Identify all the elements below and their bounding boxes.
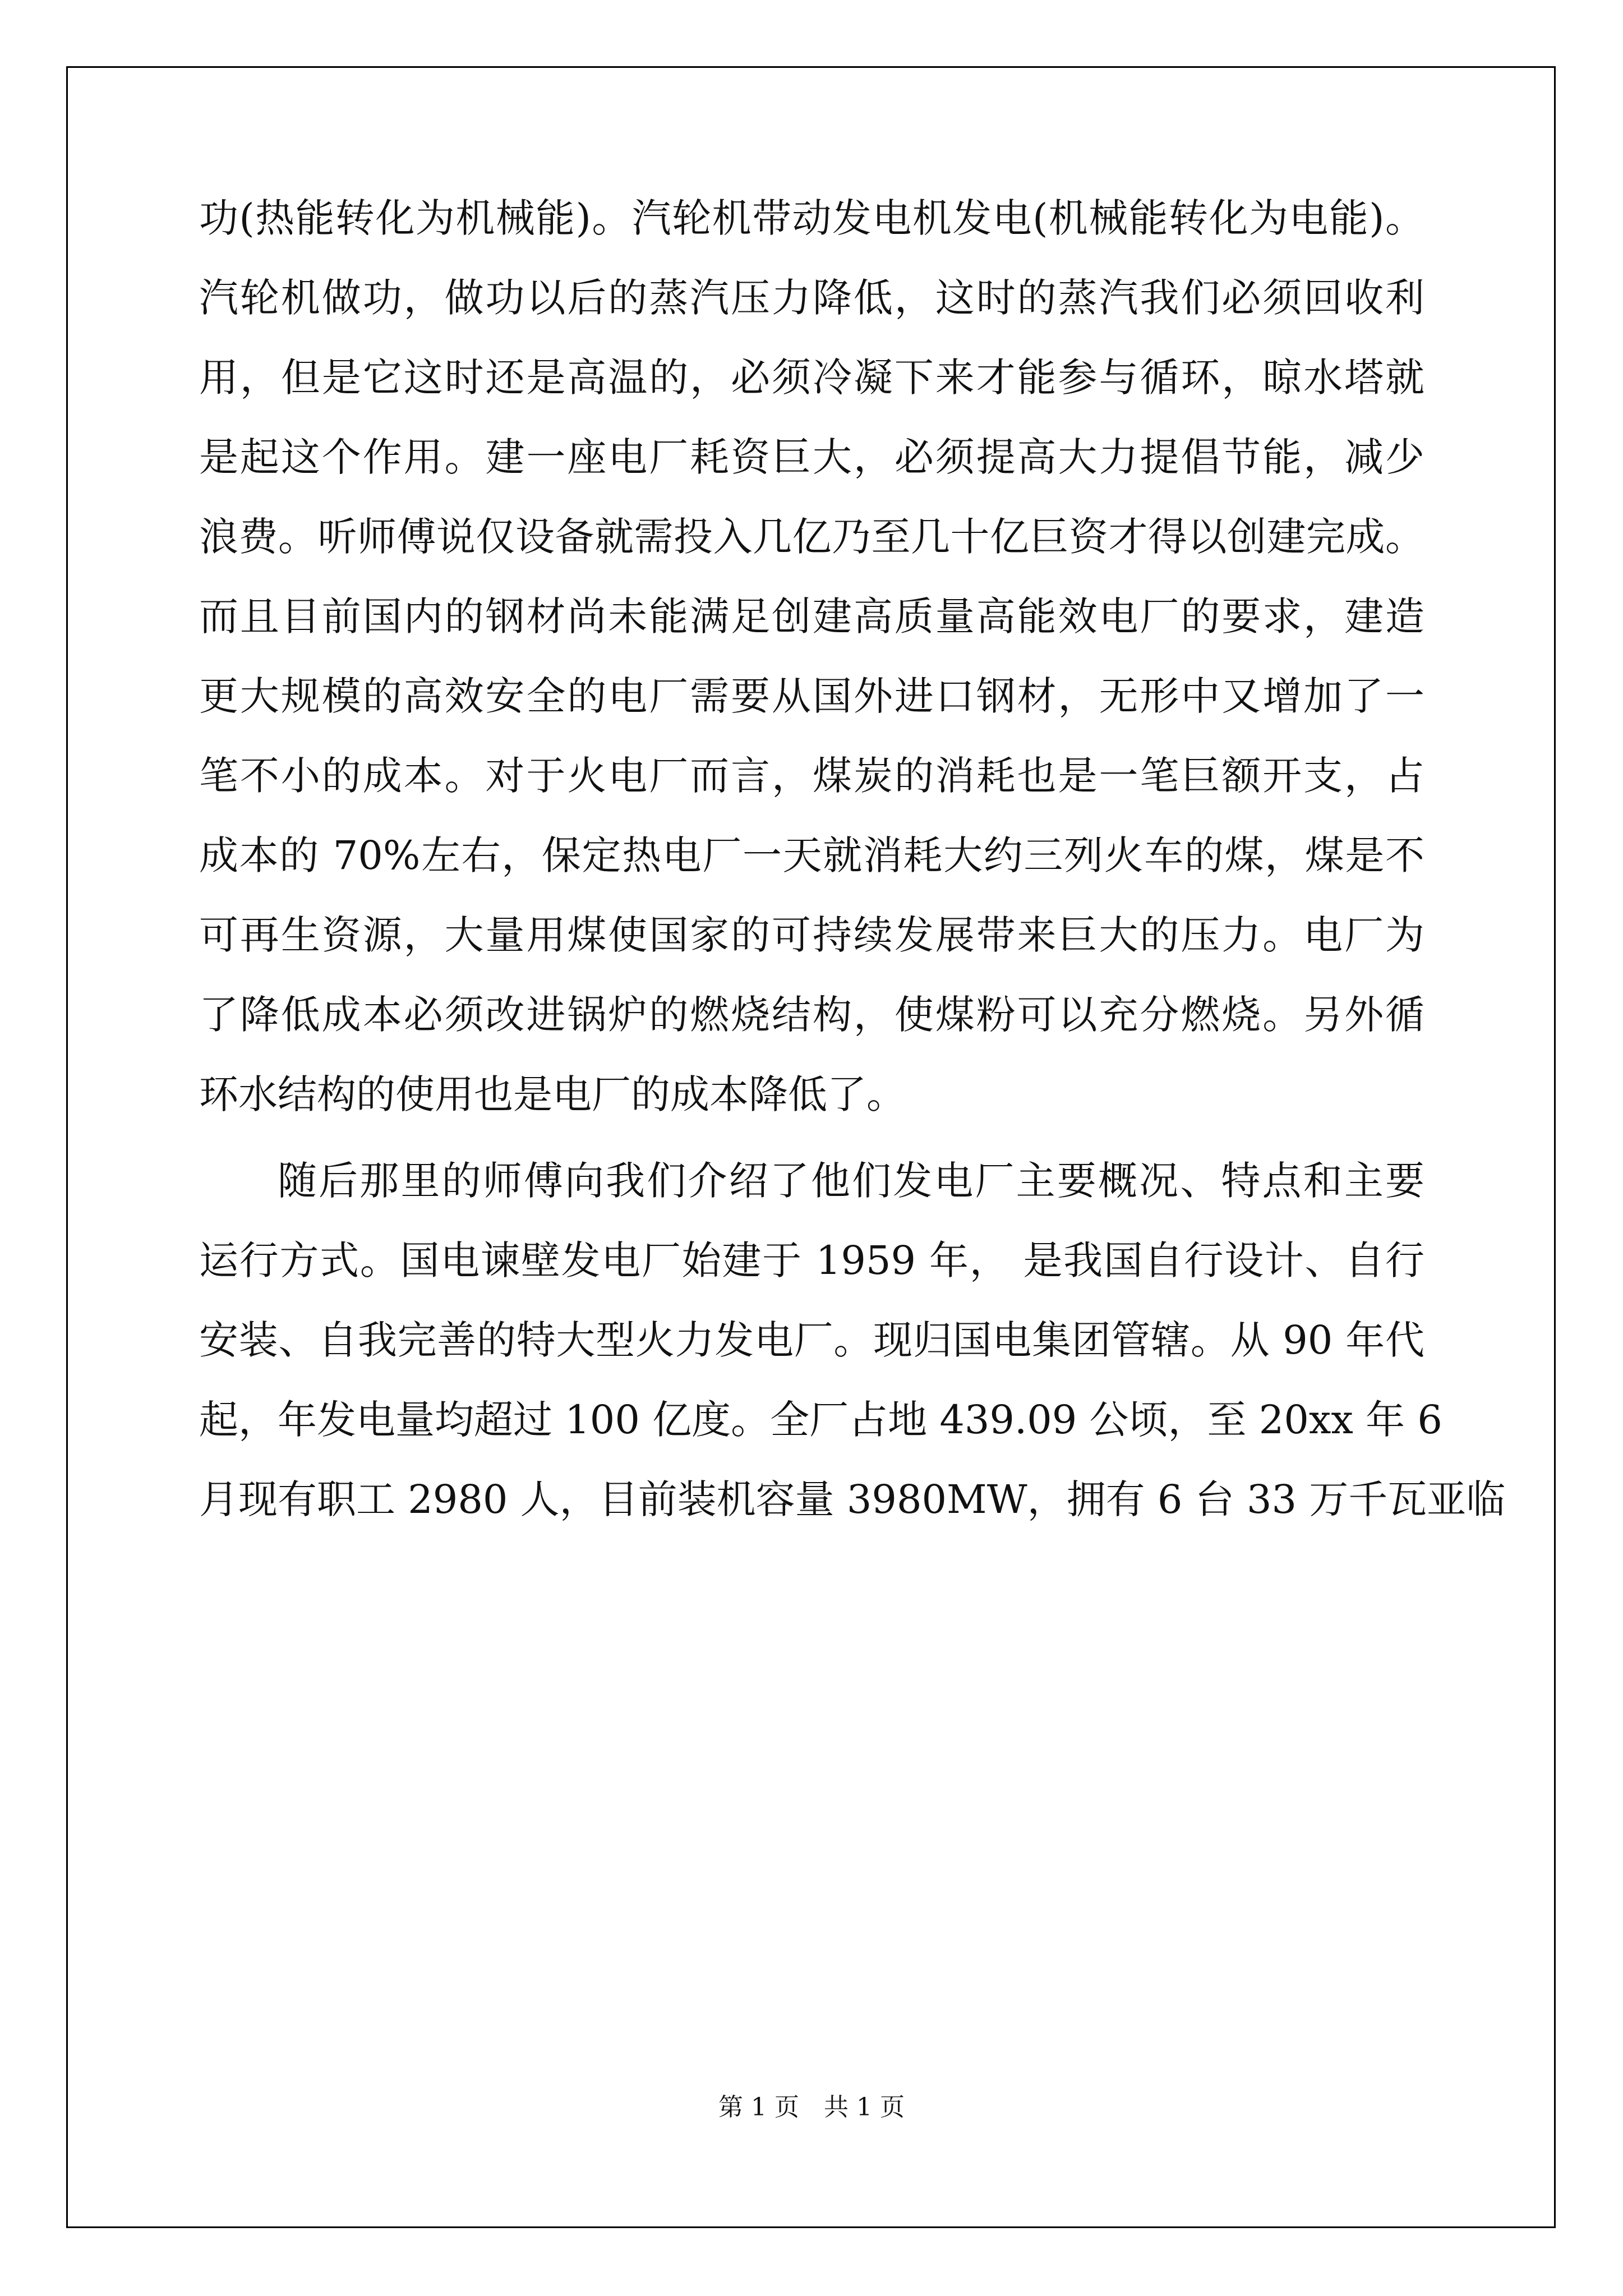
text-line: 了降低成本必须改进锅炉的燃烧结构，使煤粉可以充分燃烧。另外循 [199,992,1424,1038]
text-line: 而且目前国内的钢材尚未能满足创建高质量高能效电厂的要求，建造 [199,593,1424,639]
page-footer: 第 1 页 共 1 页 [718,2093,905,2122]
text-line: 环水结构的使用也是电厂的成本降低了。 [199,1071,906,1117]
document-body [199,178,1506,1539]
text-line: 随后那里的师傅向我们介绍了他们发电厂主要概况、特点和主要 [278,1158,1424,1204]
text-line: 成本的 70%左右，保定热电厂一天就消耗大约三列火车的煤，煤是不 [199,832,1424,878]
text-line: 笔不小的成本。对于火电厂而言，煤炭的消耗也是一笔巨额开支，占 [199,753,1424,799]
paragraph-gap [199,1134,1424,1141]
text-line: 浪费。听师傅说仅设备就需投入几亿乃至几十亿巨资才得以创建完成。 [199,514,1424,560]
text-line: 汽轮机做功，做功以后的蒸汽压力降低，这时的蒸汽我们必须回收利 [199,275,1424,321]
text-line: 可再生资源，大量用煤使国家的可持续发展带来巨大的压力。电厂为 [199,912,1424,958]
text-line: 安装、自我完善的特大型火力发电厂。现归国电集团管辖。从 90 年代 [199,1317,1424,1363]
text-line: 更大规模的高效安全的电厂需要从国外进口钢材，无形中又增加了一 [199,673,1424,719]
text-line: 起，年发电量均超过 100 亿度。全厂占地 439.09 公顷，至 20xx 年 6 [199,1397,1442,1443]
text-line: 用，但是它这时还是高温的，必须冷凝下来才能参与循环，晾水塔就 [199,355,1424,401]
text-line: 运行方式。国电谏壁发电厂始建于 1959 年， 是我国自行设计、自行 [199,1237,1424,1283]
text-line: 是起这个作用。建一座电厂耗资巨大，必须提高大力提倡节能，减少 [199,434,1424,480]
text-line: 月现有职工 2980 人，目前装机容量 3980MW，拥有 6 台 33 万千瓦亚临 [199,1476,1506,1522]
text-line: 功(热能转化为机械能)。汽轮机带动发电机发电(机械能转化为电能)。 [199,195,1424,241]
